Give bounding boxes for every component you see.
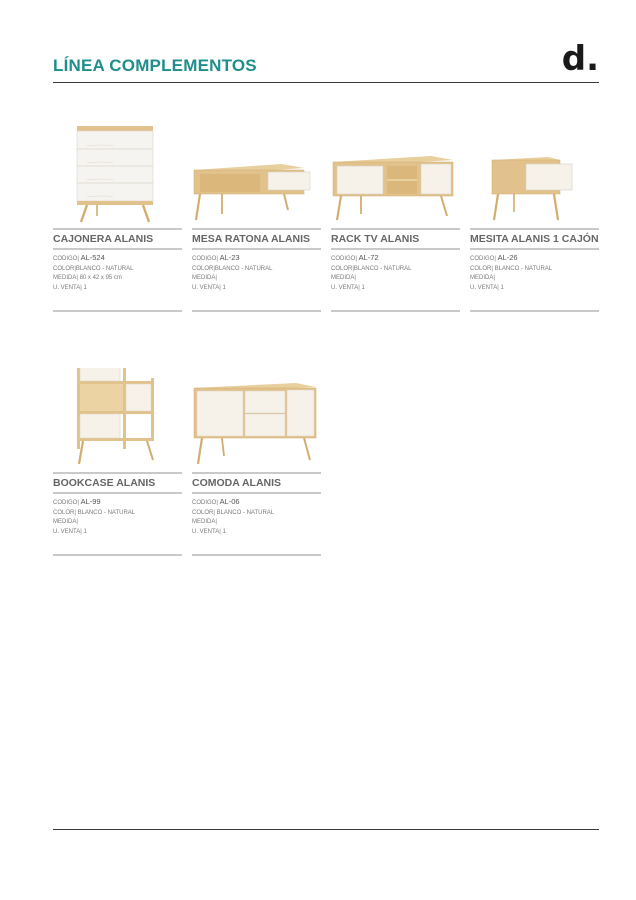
product-code: AL-06 — [219, 497, 240, 506]
product-name: BOOKCASE ALANIS — [53, 477, 156, 489]
spec-label-venta: U. VENTA| — [192, 284, 221, 291]
divider — [192, 248, 321, 250]
product-code: AL-524 — [80, 253, 105, 262]
divider — [331, 310, 460, 312]
spec-label-color: COLOR| — [331, 265, 354, 272]
spec-label-venta: U. VENTA| — [470, 284, 499, 291]
product-name: MESITA ALANIS 1 CAJÓN — [470, 233, 599, 245]
divider — [53, 492, 182, 494]
product-specs — [331, 253, 461, 293]
spec-label-medida: MEDIDA| — [470, 275, 495, 282]
product-venta: 1 — [83, 284, 87, 291]
spec-label-codigo: CODIGO| — [331, 256, 357, 262]
divider — [470, 248, 599, 250]
product-venta: 1 — [222, 284, 226, 291]
spec-label-medida: MEDIDA| — [53, 275, 78, 282]
spec-label-color: COLOR| — [53, 265, 76, 272]
product-code: AL-26 — [497, 253, 518, 262]
spec-label-medida: MEDIDA| — [192, 519, 217, 526]
spec-label-codigo: CODIGO| — [470, 256, 496, 262]
footer-divider — [53, 829, 599, 830]
product-color: BLANCO - NATURAL — [77, 509, 136, 516]
divider — [53, 554, 182, 556]
product-specs — [470, 253, 600, 293]
product-venta: 1 — [361, 284, 365, 291]
divider — [192, 554, 321, 556]
product-image-comoda — [192, 368, 322, 468]
product-image-mesa-ratona — [192, 124, 322, 224]
product-color: BLANCO - NATURAL — [353, 265, 412, 272]
spec-label-color: COLOR| — [192, 265, 215, 272]
spec-label-medida: MEDIDA| — [331, 275, 356, 282]
spec-label-codigo: CODIGO| — [192, 256, 218, 262]
spec-label-color: COLOR| — [470, 265, 493, 272]
divider — [470, 310, 599, 312]
product-medida: 80 x 42 x 95 cm — [79, 275, 122, 282]
product-specs — [192, 497, 322, 537]
product-color: BLANCO - NATURAL — [494, 265, 553, 272]
product-color: BLANCO - NATURAL — [216, 509, 275, 516]
product-name: CAJONERA ALANIS — [53, 233, 154, 245]
divider — [53, 248, 182, 250]
divider — [192, 472, 321, 474]
product-name: MESA RATONA ALANIS — [192, 233, 311, 245]
product-specs — [192, 253, 322, 293]
divider — [470, 228, 599, 230]
divider — [331, 228, 460, 230]
spec-label-medida: MEDIDA| — [53, 519, 78, 526]
page-title: LÍNEA COMPLEMENTOS — [53, 56, 257, 75]
spec-label-venta: U. VENTA| — [53, 284, 82, 291]
product-image-cajonera — [53, 124, 183, 224]
divider — [192, 228, 321, 230]
spec-label-venta: U. VENTA| — [192, 528, 221, 535]
divider — [53, 472, 182, 474]
divider — [53, 310, 182, 312]
spec-label-color: COLOR| — [192, 509, 215, 516]
product-venta: 1 — [222, 528, 226, 535]
product-name: COMODA ALANIS — [192, 477, 282, 489]
divider — [192, 310, 321, 312]
divider — [331, 248, 460, 250]
spec-label-codigo: CODIGO| — [53, 256, 79, 262]
product-venta: 1 — [500, 284, 504, 291]
product-color: BLANCO - NATURAL — [214, 265, 273, 272]
spec-label-venta: U. VENTA| — [53, 528, 82, 535]
product-code: AL-23 — [219, 253, 240, 262]
product-image-bookcase — [53, 368, 183, 468]
spec-label-color: COLOR| — [53, 509, 76, 516]
divider — [192, 492, 321, 494]
spec-label-venta: U. VENTA| — [331, 284, 360, 291]
divider — [53, 228, 182, 230]
product-venta: 1 — [83, 528, 87, 535]
product-code: AL-72 — [358, 253, 379, 262]
brand-logo: d. — [561, 39, 599, 79]
product-specs — [53, 497, 183, 537]
product-color: BLANCO - NATURAL — [75, 265, 134, 272]
spec-label-codigo: CODIGO| — [53, 500, 79, 506]
product-name: RACK TV ALANIS — [331, 233, 420, 245]
product-specs — [53, 253, 183, 293]
spec-label-codigo: CODIGO| — [192, 500, 218, 506]
spec-label-medida: MEDIDA| — [192, 275, 217, 282]
product-image-rack-tv — [331, 124, 461, 224]
page-header — [53, 39, 599, 83]
product-code: AL-99 — [80, 497, 101, 506]
product-image-mesita — [470, 124, 600, 224]
